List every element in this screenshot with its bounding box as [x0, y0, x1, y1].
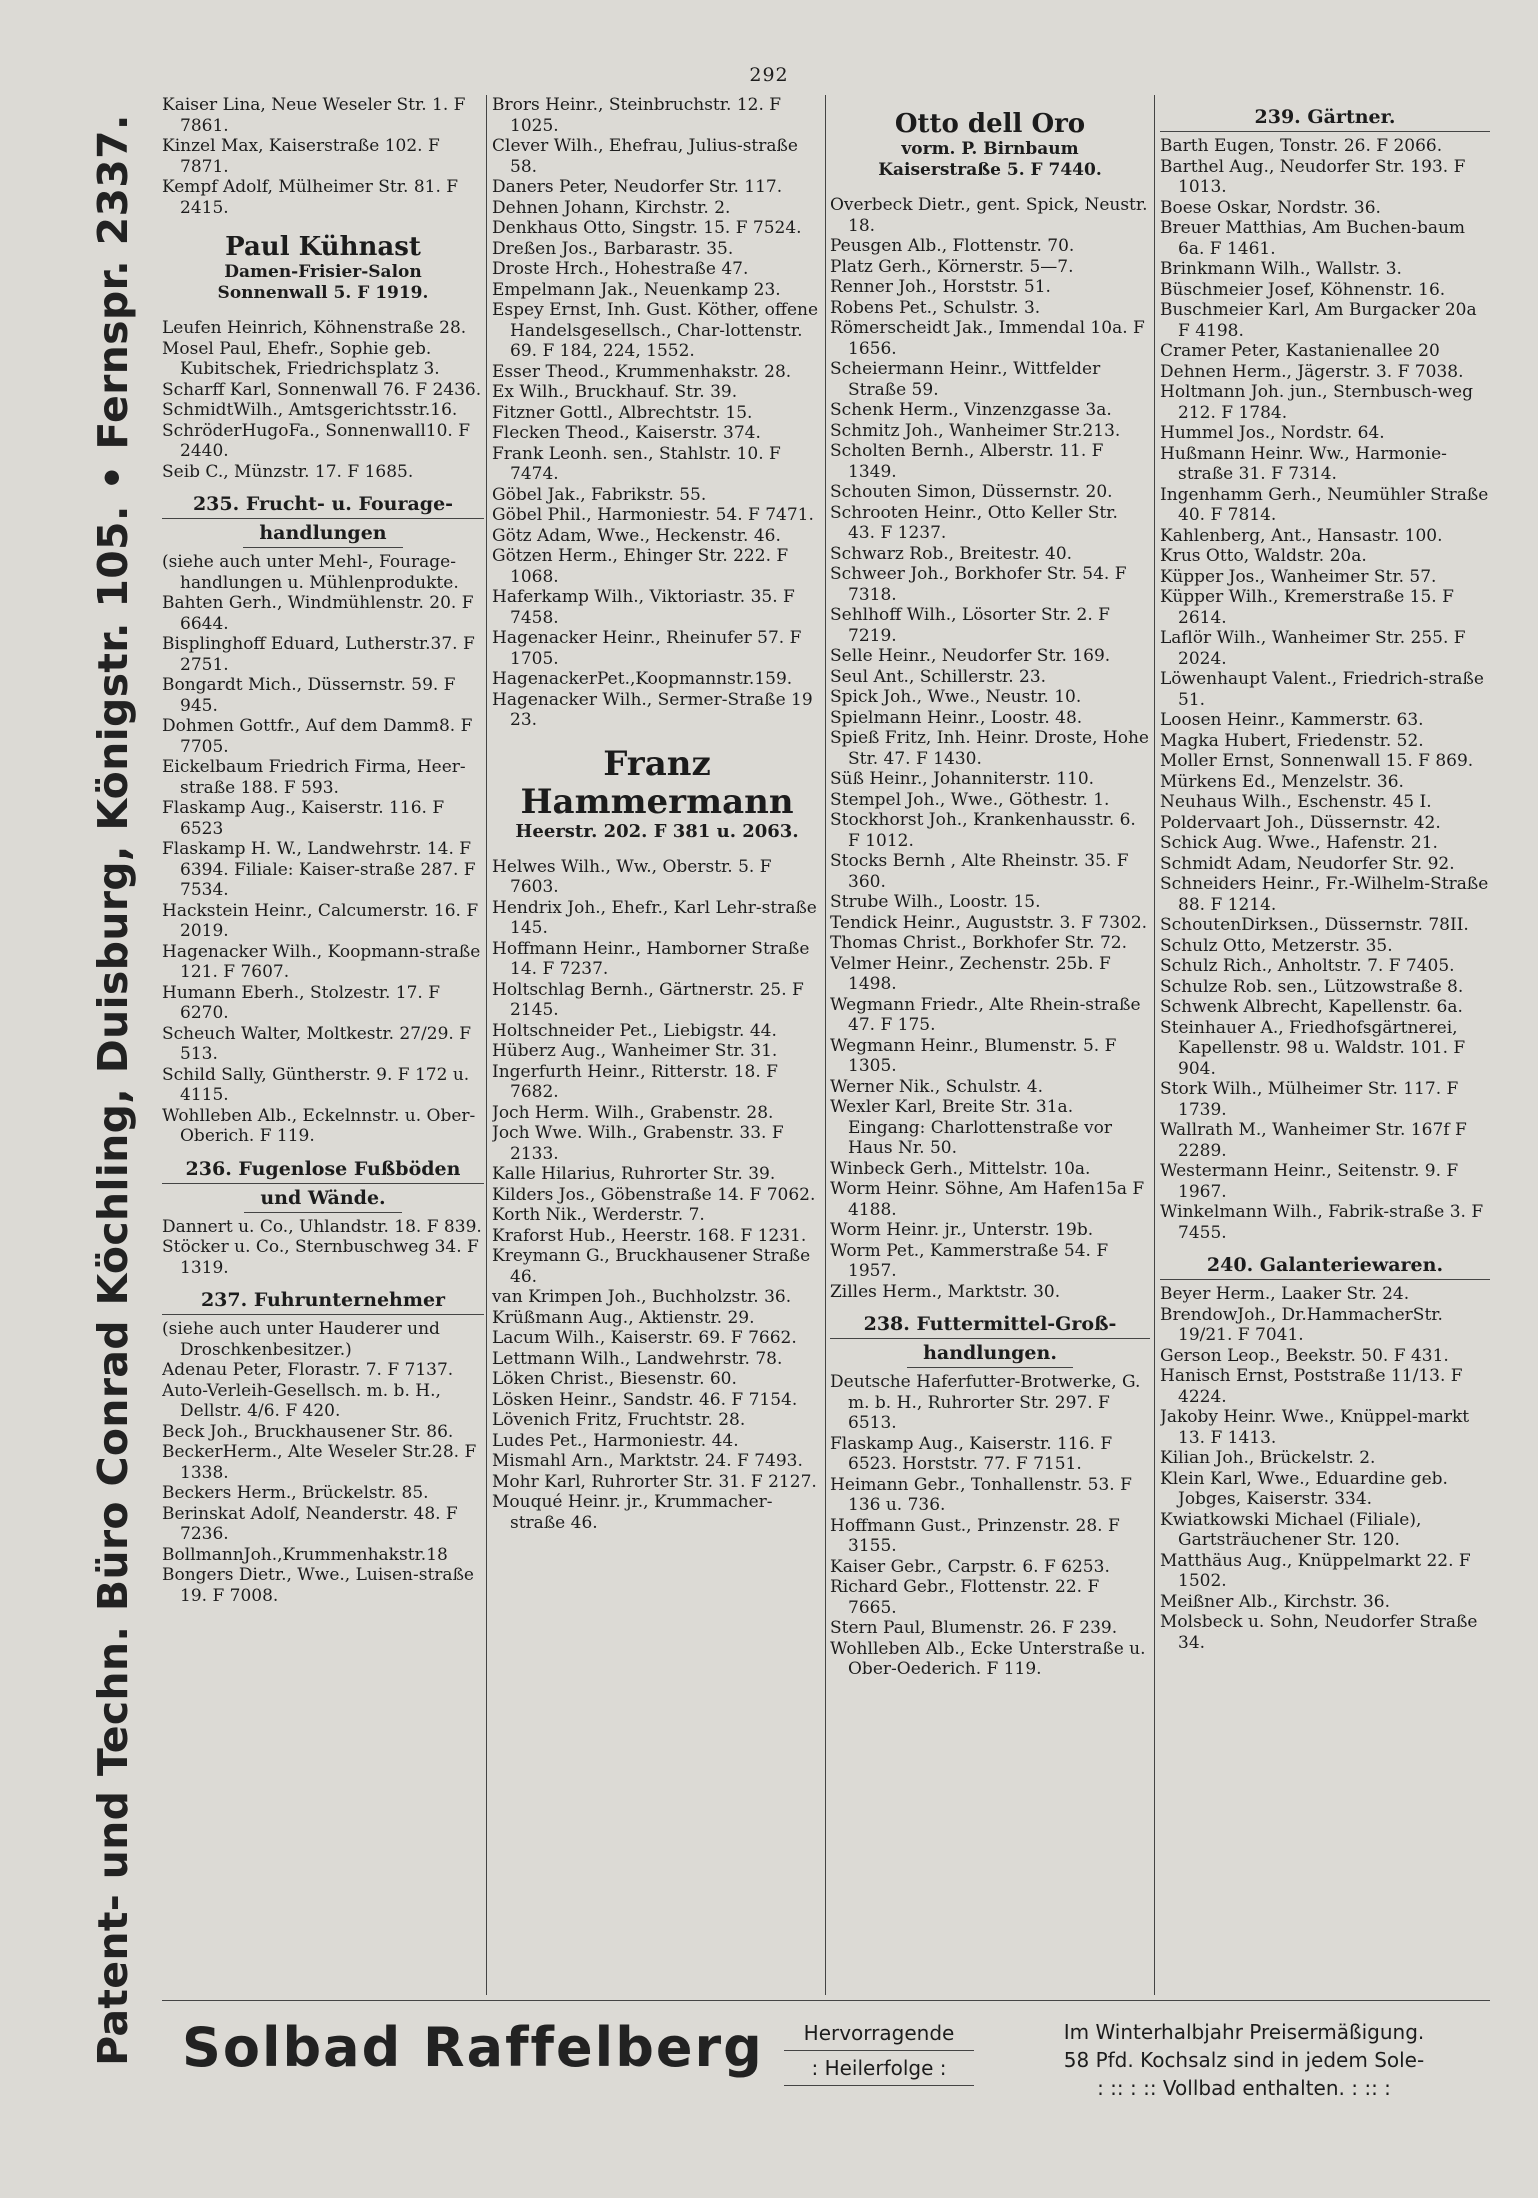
page-number: 292: [749, 64, 789, 86]
directory-entry: Gerson Leop., Beekstr. 50. F 431.: [1160, 1345, 1449, 1366]
directory-entry: Schulze Rob. sen., Lützowstraße 8.: [1160, 976, 1464, 997]
ad-right-line: 58 Pfd. Kochsalz sind in jedem Sole-: [1063, 2048, 1425, 2072]
directory-column-1: [162, 95, 484, 1995]
directory-entry: Lösken Heinr., Sandstr. 46. F 7154.: [492, 1389, 798, 1410]
directory-entry: Schwarz Rob., Breitestr. 40.: [830, 543, 1073, 564]
directory-entry: Dannert u. Co., Uhlandstr. 18. F 839.: [162, 1216, 482, 1237]
directory-entry: Schmitz Joh., Wanheimer Str.213.: [830, 420, 1121, 441]
directory-entry: Lettmann Wilh., Landwehrstr. 78.: [492, 1348, 783, 1369]
directory-entry: Korth Nik., Werderstr. 7.: [492, 1205, 705, 1225]
directory-entry: Worm Heinr. jr., Unterstr. 19b.: [830, 1220, 1094, 1240]
directory-entry: Kinzel Max, Kaiserstraße 102. F 7871.: [162, 136, 440, 177]
section-heading-line: und Wände.: [244, 1184, 401, 1213]
solbad-raffelberg-name: Solbad Raffelberg: [182, 2016, 764, 2079]
advertisement-line: vorm. P. Birnbaum: [901, 139, 1079, 159]
directory-entry: Krus Otto, Waldstr. 20a.: [1160, 546, 1367, 566]
directory-entry: Ingerfurth Heinr., Ritterstr. 18. F 7682.: [492, 1061, 778, 1102]
directory-entry: Joch Wwe. Wilh., Grabenstr. 33. F 2133.: [492, 1123, 784, 1164]
directory-entry: Heimann Gebr., Tonhallenstr. 53. F 136 u. 736.: [830, 1474, 1132, 1515]
directory-entry: Stork Wilh., Mülheimer Str. 117. F 1739.: [1160, 1079, 1459, 1120]
directory-entry: Bongers Dietr., Wwe., Luisen-straße 19. F 7008.: [162, 1565, 474, 1606]
directory-entry: Flaskamp Aug., Kaiserstr. 116. F 6523: [162, 798, 445, 839]
directory-entry: Kwiatkowski Michael (Filiale), Gartsträuchener Str. 120.: [1160, 1509, 1422, 1550]
directory-entry: Lacum Wilh., Kaiserstr. 69. F 7662.: [492, 1328, 797, 1348]
directory-entry: Seib C., Münzstr. 17. F 1685.: [162, 461, 414, 482]
directory-entry: Worm Pet., Kammerstraße 54. F 1957.: [830, 1240, 1109, 1281]
section-heading: [1160, 1253, 1490, 1280]
directory-entry: Buschmeier Karl, Am Burgacker 20a F 4198.: [1160, 300, 1477, 341]
section-heading-line: 240. Galanteriewaren.: [1160, 1253, 1490, 1280]
directory-entry: Flaskamp Aug., Kaiserstr. 116. F 6523. Horststr. 77. F 7151.: [830, 1433, 1113, 1474]
advertisement-line: Kaiserstraße 5. F 7440.: [878, 160, 1102, 180]
directory-entry: Stockhorst Joh., Krankenhausstr. 6. F 1012.: [830, 810, 1136, 851]
directory-entry: Leufen Heinrich, Köhnenstraße 28.: [162, 318, 467, 338]
directory-entry: HagenackerPet.,Koopmannstr.159.: [492, 669, 793, 689]
directory-entry: Flecken Theod., Kaiserstr. 374.: [492, 423, 761, 443]
directory-entry: Berinskat Adolf, Neanderstr. 48. F 7236.: [162, 1503, 458, 1544]
directory-entry: Clever Wilh., Ehefrau, Julius-straße 58.: [492, 136, 798, 177]
section-heading: [162, 1288, 484, 1315]
directory-entry: Schulz Rich., Anholtstr. 7. F 7405.: [1160, 956, 1455, 976]
directory-entry: Worm Heinr. Söhne, Am Hafen15a F 4188.: [830, 1179, 1145, 1220]
directory-entry: Schweer Joh., Borkhofer Str. 54. F 7318.: [830, 564, 1127, 605]
directory-entry: BollmannJoh.,Krummenhakstr.18: [162, 1544, 448, 1565]
directory-entry: Wexler Karl, Breite Str. 31a. Eingang: Charlottenstraße vor Haus Nr. 50.: [830, 1097, 1112, 1158]
directory-entry: Holtschlag Bernh., Gärtnerstr. 25. F 2145.: [492, 979, 804, 1020]
directory-entry: Barthel Aug., Neudorfer Str. 193. F 1013.: [1160, 156, 1466, 197]
directory-column-3: [830, 95, 1150, 1995]
directory-entry: Schulz Otto, Metzerstr. 35.: [1160, 935, 1393, 956]
directory-entry: Schouten Simon, Düssernstr. 20.: [830, 482, 1113, 502]
directory-entry: Meißner Alb., Kirchstr. 36.: [1160, 1591, 1390, 1612]
directory-entry: Schenk Herm., Vinzenzgasse 3a.: [830, 400, 1112, 420]
inline-advertisement: [492, 745, 822, 843]
directory-entry: Hagenacker Wilh., Sermer-Straße 19 23.: [492, 689, 813, 730]
directory-entry: Wohlleben Alb., Eckelnnstr. u. Ober-Oberich. F 119.: [162, 1105, 476, 1146]
ad-middle-line: : Heilerfolge :: [784, 2051, 974, 2086]
directory-entry: Dehnen Herm., Jägerstr. 3. F 7038.: [1160, 361, 1464, 382]
directory-entry: Scheuch Walter, Moltkestr. 27/29. F 513.: [162, 1023, 472, 1064]
advertisement-line: Paul Kühnast: [225, 232, 421, 262]
directory-entry: Kreymann G., Bruckhausener Straße 46.: [492, 1246, 811, 1287]
directory-entry: Kahlenberg, Ant., Hansastr. 100.: [1160, 525, 1443, 546]
directory-entry: Breuer Matthias, Am Buchen-baum 6a. F 1461.: [1160, 218, 1466, 259]
advertisement-line: Sonnenwall 5. F 1919.: [217, 283, 429, 303]
directory-entry: Hußmann Heinr. Ww., Harmonie-straße 31. F 7314.: [1160, 443, 1447, 484]
directory-column-2: [492, 95, 822, 1995]
directory-entry: Renner Joh., Horststr. 51.: [830, 277, 1051, 297]
directory-entry: (siehe auch unter Mehl-, Fourage-handlungen u. Mühlenprodukte.: [162, 552, 459, 593]
directory-entry: Dohmen Gottfr., Auf dem Damm8. F 7705.: [162, 716, 473, 757]
directory-entry: van Krimpen Joh., Buchholzstr. 36.: [492, 1287, 792, 1307]
directory-entry: Küpper Jos., Wanheimer Str. 57.: [1160, 566, 1437, 587]
directory-entry: Beck Joh., Bruckhausener Str. 86.: [162, 1421, 454, 1442]
directory-entry: Overbeck Dietr., gent. Spick, Neustr. 18.: [830, 195, 1148, 236]
directory-entry: Helwes Wilh., Ww., Oberstr. 5. F 7603.: [492, 856, 772, 897]
section-heading: [1160, 105, 1490, 132]
directory-entry: Stern Paul, Blumenstr. 26. F 239.: [830, 1618, 1118, 1638]
directory-entry: Molsbeck u. Sohn, Neudorfer Straße 34.: [1160, 1612, 1478, 1653]
directory-entry: Laflör Wilh., Wanheimer Str. 255. F 2024.: [1160, 628, 1466, 669]
directory-entry: Lövenich Fritz, Fruchtstr. 28.: [492, 1410, 746, 1430]
directory-entry: Loosen Heinr., Kammerstr. 63.: [1160, 710, 1424, 730]
directory-entry: Kilian Joh., Brückelstr. 2.: [1160, 1448, 1376, 1468]
directory-entry: Peusgen Alb., Flottenstr. 70.: [830, 236, 1075, 256]
directory-entry: Jakoby Heinr. Wwe., Knüppel-markt 13. F 1413.: [1160, 1407, 1470, 1448]
directory-entry: BrendowJoh., Dr.HammacherStr. 19/21. F 7041.: [1160, 1304, 1443, 1345]
directory-entry: SchmidtWilh., Amtsgerichtsstr.16.: [162, 400, 458, 420]
directory-entry: Auto-Verleih-Gesellsch. m. b. H., Dellstr. 4/6. F 420.: [162, 1380, 441, 1421]
directory-entry: Beckers Herm., Brückelstr. 85.: [162, 1483, 429, 1503]
directory-entry: Boese Oskar, Nordstr. 36.: [1160, 197, 1381, 218]
directory-entry: Römerscheidt Jak., Immendal 10a. F 1656.: [830, 318, 1145, 359]
ad-middle-text: [784, 2016, 974, 2086]
directory-entry: Cramer Peter, Kastanienallee 20: [1160, 341, 1440, 361]
bottom-divider: [162, 2000, 1490, 2001]
directory-column-4: [1160, 95, 1490, 1995]
ad-middle-line: Hervorragende: [784, 2016, 974, 2051]
directory-entry: Hagenacker Heinr., Rheinufer 57. F 1705.: [492, 628, 802, 669]
directory-entry: Löken Christ., Biesenstr. 60.: [492, 1369, 737, 1389]
directory-entry: Süß Heinr., Johanniterstr. 110.: [830, 769, 1095, 789]
directory-entry: Holtmann Joh. jun., Sternbusch-weg 212. F 1784.: [1160, 382, 1473, 423]
directory-entry: Joch Herm. Wilh., Grabenstr. 28.: [492, 1102, 774, 1123]
directory-entry: Wegmann Heinr., Blumenstr. 5. F 1305.: [830, 1035, 1117, 1076]
directory-entry: Fitzner Gottl., Albrechtstr. 15.: [492, 402, 753, 423]
directory-entry: Büschmeier Josef, Köhnenstr. 16.: [1160, 279, 1446, 300]
directory-entry: Droste Hrch., Hohestraße 47.: [492, 259, 749, 279]
directory-entry: Dreßen Jos., Barbarastr. 35.: [492, 238, 734, 259]
directory-entry: Wohlleben Alb., Ecke Unterstraße u. Ober-Oederich. F 119.: [830, 1638, 1146, 1679]
directory-entry: Moller Ernst, Sonnenwall 15. F 869.: [1160, 751, 1474, 771]
directory-entry: Flaskamp H. W., Landwehrstr. 14. F 6394. Filiale: Kaiser-straße 287. F 7534.: [162, 839, 476, 900]
directory-entry: Spielmann Heinr., Loostr. 48.: [830, 707, 1083, 728]
directory-entry: Daners Peter, Neudorfer Str. 117.: [492, 177, 783, 197]
directory-entry: Hummel Jos., Nordstr. 64.: [1160, 423, 1385, 443]
directory-entry: Hüberz Aug., Wanheimer Str. 31.: [492, 1041, 778, 1061]
advertisement-line: Franz: [603, 743, 711, 784]
directory-entry: Bongardt Mich., Düssernstr. 59. F 945.: [162, 675, 456, 716]
directory-entry: (siehe auch unter Hauderer und Droschkenbesitzer.): [162, 1319, 440, 1360]
directory-entry: Espey Ernst, Inh. Gust. Köther, offene Handelsgesellsch., Char-lottenstr. 69. F 184, 224, 1552.: [492, 300, 819, 361]
directory-entry: Dehnen Johann, Kirchstr. 2.: [492, 197, 731, 218]
bottom-advertisement: [162, 2012, 1490, 2102]
directory-entry: Göbel Phil., Harmoniestr. 54. F 7471.: [492, 505, 814, 525]
section-heading-line: handlungen.: [907, 1339, 1073, 1368]
directory-entry: Holtschneider Pet., Liebigstr. 44.: [492, 1020, 777, 1041]
directory-entry: Deutsche Haferfutter-Brotwerke, G. m. b. H., Ruhrorter Str. 297. F 6513.: [830, 1372, 1141, 1433]
directory-entry: Scholten Bernh., Alberstr. 11. F 1349.: [830, 441, 1104, 482]
directory-entry: Magka Hubert, Friedenstr. 52.: [1160, 730, 1424, 751]
directory-entry: Hendrix Joh., Ehefr., Karl Lehr-straße 145.: [492, 897, 817, 938]
directory-entry: BeckerHerm., Alte Weseler Str.28. F 1338.: [162, 1442, 477, 1483]
directory-entry: Denkhaus Otto, Singstr. 15. F 7524.: [492, 218, 802, 238]
directory-entry: Ingenhamm Gerh., Neumühler Straße 40. F 7814.: [1160, 484, 1489, 525]
ad-right-line: : :: : :: Vollbad enthalten. : :: :: [1097, 2076, 1391, 2100]
directory-entry: Thomas Christ., Borkhofer Str. 72.: [830, 933, 1127, 953]
directory-entry: Mürkens Ed., Menzelstr. 36.: [1160, 771, 1404, 792]
directory-entry: Mosel Paul, Ehefr., Sophie geb. Kubitschek, Friedrichsplatz 3.: [162, 338, 440, 379]
directory-entry: Werner Nik., Schulstr. 4.: [830, 1076, 1043, 1097]
directory-entry: Klein Karl, Wwe., Eduardine geb. Jobges, Kaiserstr. 334.: [1160, 1468, 1448, 1509]
directory-entry: SchoutenDirksen., Düssernstr. 78II.: [1160, 915, 1469, 935]
section-heading-line: 237. Fuhrunternehmer: [162, 1288, 484, 1315]
column-divider: [486, 95, 487, 1995]
ad-right-line: Im Winterhalbjahr Preisermäßigung.: [1063, 2020, 1425, 2044]
directory-entry: Schrooten Heinr., Otto Keller Str. 43. F 1237.: [830, 502, 1118, 543]
directory-entry: Götz Adam, Wwe., Heckenstr. 46.: [492, 525, 781, 546]
directory-entry: Kalle Hilarius, Ruhrorter Str. 39.: [492, 1164, 776, 1184]
directory-entry: Kaiser Lina, Neue Weseler Str. 1. F 7861.: [162, 95, 466, 136]
directory-entry: Steinhauer A., Friedhofsgärtnerei, Kapellenstr. 98 u. Waldstr. 101. F 904.: [1160, 1017, 1466, 1079]
advertisement-line: Damen-Frisier-Salon: [224, 262, 422, 282]
directory-entry: Schild Sally, Güntherstr. 9. F 172 u. 4115.: [162, 1064, 470, 1105]
directory-entry: Hanisch Ernst, Poststraße 11/13. F 4224.: [1160, 1366, 1463, 1407]
directory-entry: Mouqué Heinr. jr., Krummacher-straße 46.: [492, 1492, 773, 1533]
section-heading-line: 238. Futtermittel-Groß-: [830, 1312, 1150, 1339]
section-heading-line: 235. Frucht- u. Fourage-: [162, 492, 484, 519]
advertisement-line: Otto dell Oro: [894, 109, 1086, 139]
directory-entry: Brinkmann Wilh., Wallstr. 3.: [1160, 259, 1402, 279]
directory-entry: Mismahl Arn., Marktstr. 24. F 7493.: [492, 1451, 803, 1471]
directory-entry: Löwenhaupt Valent., Friedrich-straße 51.: [1160, 669, 1484, 710]
directory-entry: Zilles Herm., Marktstr. 30.: [830, 1281, 1061, 1302]
directory-entry: Eickelbaum Friedrich Firma, Heer-straße 188. F 593.: [162, 757, 466, 798]
directory-entry: Westermann Heinr., Seitenstr. 9. F 1967.: [1160, 1161, 1459, 1202]
directory-entry: Krüßmann Aug., Aktienstr. 29.: [492, 1307, 755, 1328]
directory-entry: Tendick Heinr., Auguststr. 3. F 7302.: [830, 912, 1148, 933]
directory-entry: Scharff Karl, Sonnenwall 76. F 2436.: [162, 379, 482, 400]
section-heading-line: handlungen: [243, 519, 402, 548]
directory-entry: Stocks Bernh , Alte Rheinstr. 35. F 360.: [830, 851, 1129, 892]
column-divider: [825, 95, 826, 1995]
directory-entry: Selle Heinr., Neudorfer Str. 169.: [830, 646, 1111, 666]
directory-entry: Kempf Adolf, Mülheimer Str. 81. F 2415.: [162, 177, 459, 218]
directory-entry: Bahten Gerh., Windmühlenstr. 20. F 6644.: [162, 593, 474, 634]
directory-entry: Schmidt Adam, Neudorfer Str. 92.: [1160, 853, 1455, 874]
directory-entry: Poldervaart Joh., Düssernstr. 42.: [1160, 812, 1441, 833]
directory-entry: Spick Joh., Wwe., Neustr. 10.: [830, 687, 1082, 707]
section-heading-line: 236. Fugenlose Fußböden: [162, 1157, 484, 1184]
inline-advertisement: [162, 232, 484, 304]
column-divider: [1154, 95, 1155, 1995]
advertisement-line: Heerstr. 202. F 381 u. 2063.: [515, 820, 799, 842]
directory-entry: Barth Eugen, Tonstr. 26. F 2066.: [1160, 136, 1443, 156]
directory-entry: Empelmann Jak., Neuenkamp 23.: [492, 279, 781, 300]
directory-entry: Kilders Jos., Göbenstraße 14. F 7062.: [492, 1184, 816, 1205]
directory-entry: Strube Wilh., Loostr. 15.: [830, 892, 1041, 912]
directory-entry: Seul Ant., Schillerstr. 23.: [830, 666, 1047, 687]
directory-entry: Götzen Herm., Ehinger Str. 222. F 1068.: [492, 546, 789, 587]
directory-entry: Brors Heinr., Steinbruchstr. 12. F 1025.: [492, 95, 782, 136]
directory-entry: Robens Pet., Schulstr. 3.: [830, 297, 1041, 318]
directory-entry: Neuhaus Wilh., Eschenstr. 45 I.: [1160, 792, 1432, 812]
directory-entry: Beyer Herm., Laaker Str. 24.: [1160, 1284, 1410, 1304]
directory-entry: Matthäus Aug., Knüppelmarkt 22. F 1502.: [1160, 1550, 1471, 1591]
directory-entry: Winkelmann Wilh., Fabrik-straße 3. F 7455.: [1160, 1202, 1484, 1243]
section-heading: [162, 1157, 484, 1213]
directory-entry: Stempel Joh., Wwe., Göthestr. 1.: [830, 789, 1110, 810]
directory-entry: Esser Theod., Krummenhakstr. 28.: [492, 361, 792, 382]
directory-entry: Schick Aug. Wwe., Hafenstr. 21.: [1160, 833, 1438, 853]
section-heading-line: 239. Gärtner.: [1160, 105, 1490, 132]
side-banner-text: Patent- und Techn. Büro Conrad Köchling, Duisburg, Königstr. 105. • Fernspr. 2337.: [89, 114, 137, 2066]
directory-entry: Richard Gebr., Flottenstr. 22. F 7665.: [830, 1577, 1100, 1618]
directory-entry: Küpper Wilh., Kremerstraße 15. F 2614.: [1160, 587, 1454, 628]
directory-entry: Stöcker u. Co., Sternbuschweg 34. F 1319.: [162, 1237, 479, 1278]
directory-entry: Scheiermann Heinr., Wittfelder Straße 59.: [830, 359, 1101, 400]
directory-entry: Hoffmann Heinr., Hamborner Straße 14. F 7237.: [492, 938, 810, 979]
directory-entry: Velmer Heinr., Zechenstr. 25b. F 1498.: [830, 953, 1111, 994]
directory-entry: Haferkamp Wilh., Viktoriastr. 35. F 7458.: [492, 587, 795, 628]
side-banner: [72, 95, 154, 2085]
directory-entry: Wallrath M., Wanheimer Str. 167f F 2289.: [1160, 1120, 1467, 1161]
advertisement-line: Hammermann: [520, 781, 794, 822]
directory-entry: Mohr Karl, Ruhrorter Str. 31. F 2127.: [492, 1471, 817, 1492]
directory-entry: Hackstein Heinr., Calcumerstr. 16. F 2019.: [162, 900, 479, 941]
directory-entry: Hagenacker Wilh., Koopmann-straße 121. F 7607.: [162, 941, 481, 982]
ad-right-text: [994, 2018, 1494, 2102]
directory-entry: Ludes Pet., Harmoniestr. 44.: [492, 1430, 739, 1451]
directory-entry: SchröderHugoFa., Sonnenwall10. F 2440.: [162, 420, 471, 461]
directory-entry: Spieß Fritz, Inh. Heinr. Droste, Hohe Str. 47. F 1430.: [830, 728, 1149, 769]
inline-advertisement: [830, 109, 1150, 181]
directory-entry: Schneiders Heinr., Fr.-Wilhelm-Straße 88. F 1214.: [1160, 874, 1489, 915]
directory-entry: Humann Eberh., Stolzestr. 17. F 6270.: [162, 982, 440, 1023]
section-heading: [830, 1312, 1150, 1368]
directory-entry: Sehlhoff Wilh., Lösorter Str. 2. F 7219.: [830, 605, 1110, 646]
directory-entry: Kraforst Hub., Heerstr. 168. F 1231.: [492, 1225, 807, 1246]
directory-entry: Wegmann Friedr., Alte Rhein-straße 47. F 175.: [830, 994, 1141, 1035]
directory-entry: Kaiser Gebr., Carpstr. 6. F 6253.: [830, 1556, 1110, 1577]
directory-entry: Winbeck Gerh., Mittelstr. 10a.: [830, 1158, 1091, 1179]
directory-entry: Adenau Peter, Florastr. 7. F 7137.: [162, 1360, 454, 1380]
directory-entry: Bisplinghoff Eduard, Lutherstr.37. F 2751.: [162, 634, 475, 675]
directory-entry: Platz Gerh., Körnerstr. 5—7.: [830, 256, 1074, 277]
directory-entry: Göbel Jak., Fabrikstr. 55.: [492, 484, 707, 505]
directory-entry: Schwenk Albrecht, Kapellenstr. 6a.: [1160, 997, 1463, 1017]
directory-entry: Frank Leonh. sen., Stahlstr. 10. F 7474.: [492, 443, 781, 484]
directory-entry: Hoffmann Gust., Prinzenstr. 28. F 3155.: [830, 1515, 1120, 1556]
section-heading: [162, 492, 484, 548]
directory-entry: Ex Wilh., Bruckhauf. Str. 39.: [492, 382, 738, 402]
